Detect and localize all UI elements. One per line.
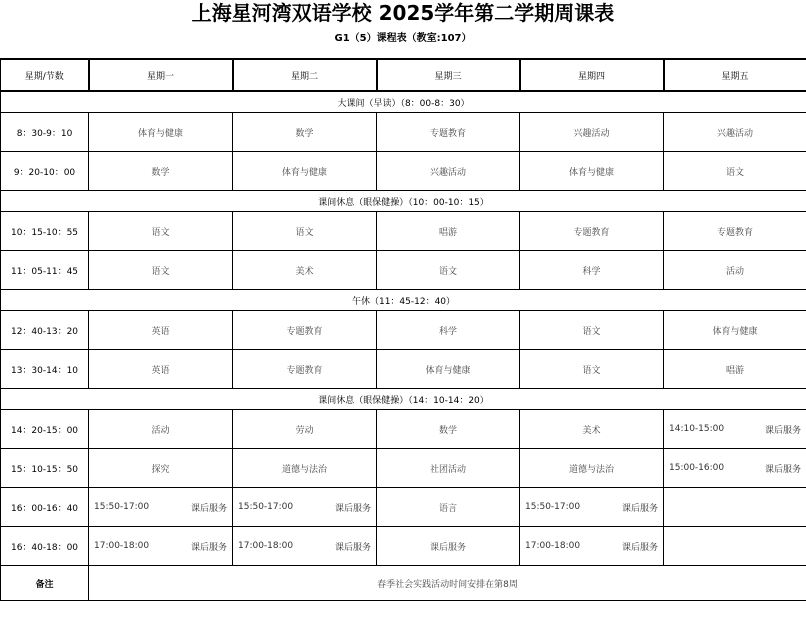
lesson-cell: 英语 — [89, 350, 233, 389]
service-time: 15:00-16:00 — [669, 463, 725, 473]
period-time: 16：00-16：40 — [1, 488, 89, 527]
service-time: 17:00-18:00 — [525, 541, 581, 551]
lesson-cell: 体育与健康 — [520, 152, 664, 191]
service-label: 课后服务 — [764, 425, 801, 436]
lesson-cell: 唱游 — [377, 212, 520, 251]
period-time: 8：30-9：10 — [1, 113, 89, 152]
service-label: 课后服务 — [621, 542, 658, 553]
period-time: 13：30-14：10 — [1, 350, 89, 389]
note-label: 备注 — [1, 566, 89, 601]
service-label: 课后服务 — [190, 542, 227, 553]
after-school-cell — [233, 527, 377, 566]
period-time: 9：20-10：00 — [1, 152, 89, 191]
after-school-cell — [520, 527, 664, 566]
day-header-thursday: 星期四 — [520, 59, 664, 91]
lesson-cell: 美术 — [520, 410, 664, 449]
service-label: 课后服务 — [621, 503, 658, 514]
table-row — [1, 449, 806, 488]
period-time: 16：40-18：00 — [1, 527, 89, 566]
lesson-cell: 道德与法治 — [233, 449, 377, 488]
service-time: 17:00-18:00 — [94, 541, 150, 551]
table-row — [1, 113, 806, 152]
lesson-cell: 语文 — [520, 311, 664, 350]
table-row — [1, 152, 806, 191]
after-school-cell — [664, 449, 806, 488]
lesson-cell: 探究 — [89, 449, 233, 488]
period-time: 15：10-15：50 — [1, 449, 89, 488]
lesson-cell: 英语 — [89, 311, 233, 350]
timetable — [0, 58, 806, 601]
day-header-wednesday: 星期三 — [377, 59, 520, 91]
lesson-cell: 活动 — [664, 251, 806, 290]
after-school-cell — [89, 488, 233, 527]
period-time: 12：40-13：20 — [1, 311, 89, 350]
lesson-cell: 美术 — [233, 251, 377, 290]
break-row — [1, 389, 806, 410]
lesson-cell: 数学 — [233, 113, 377, 152]
break-lunch: 午休（11：45-12：40） — [1, 290, 806, 311]
after-school-cell — [233, 488, 377, 527]
empty-cell — [664, 527, 806, 566]
table-row — [1, 488, 806, 527]
lesson-cell: 体育与健康 — [89, 113, 233, 152]
note-text: 春季社会实践活动时间安排在第8周 — [89, 566, 806, 601]
corner-header: 星期/节数 — [1, 59, 89, 91]
lesson-cell: 体育与健康 — [233, 152, 377, 191]
lesson-cell: 兴趣活动 — [520, 113, 664, 152]
day-header-monday: 星期一 — [89, 59, 233, 91]
after-school-cell — [520, 488, 664, 527]
lesson-cell: 数学 — [89, 152, 233, 191]
lesson-cell: 课后服务 — [377, 527, 520, 566]
lesson-cell: 专题教育 — [520, 212, 664, 251]
after-school-cell — [89, 527, 233, 566]
service-time: 17:00-18:00 — [238, 541, 294, 551]
period-time: 11：05-11：45 — [1, 251, 89, 290]
lesson-cell: 专题教育 — [233, 350, 377, 389]
table-row — [1, 410, 806, 449]
service-time: 15:50-17:00 — [94, 502, 150, 512]
day-header-friday: 星期五 — [664, 59, 806, 91]
service-label: 课后服务 — [190, 503, 227, 514]
empty-cell — [664, 488, 806, 527]
page-title: 上海星河湾双语学校 2025学年第二学期周课表 — [191, 1, 615, 25]
lesson-cell: 科学 — [377, 311, 520, 350]
table-row — [1, 311, 806, 350]
break-row — [1, 290, 806, 311]
lesson-cell: 社团活动 — [377, 449, 520, 488]
lesson-cell: 道德与法治 — [520, 449, 664, 488]
service-label: 课后服务 — [334, 503, 371, 514]
break-mid-morning: 课间休息（眼保健操）（10：00-10：15） — [1, 191, 806, 212]
period-time: 10：15-10：55 — [1, 212, 89, 251]
lesson-cell: 语文 — [89, 251, 233, 290]
lesson-cell: 专题教育 — [377, 113, 520, 152]
lesson-cell: 语文 — [664, 152, 806, 191]
lesson-cell: 数学 — [377, 410, 520, 449]
break-row — [1, 191, 806, 212]
lesson-cell: 语文 — [233, 212, 377, 251]
after-school-cell — [664, 410, 806, 449]
lesson-cell: 语文 — [377, 251, 520, 290]
table-row — [1, 527, 806, 566]
lesson-cell: 语文 — [520, 350, 664, 389]
lesson-cell: 劳动 — [233, 410, 377, 449]
table-row — [1, 350, 806, 389]
lesson-cell: 体育与健康 — [377, 350, 520, 389]
break-afternoon: 课间休息（眼保健操）（14：10-14：20） — [1, 389, 806, 410]
table-row — [1, 251, 806, 290]
header-row — [1, 59, 806, 91]
day-header-tuesday: 星期二 — [233, 59, 377, 91]
break-morning: 大课间（早读）（8：00-8：30） — [1, 91, 806, 113]
service-time: 15:50-17:00 — [525, 502, 581, 512]
lesson-cell: 活动 — [89, 410, 233, 449]
lesson-cell: 体育与健康 — [664, 311, 806, 350]
lesson-cell: 科学 — [520, 251, 664, 290]
table-row — [1, 212, 806, 251]
service-label: 课后服务 — [334, 542, 371, 553]
class-subtitle: G1（5）课程表（教室:107） — [334, 33, 472, 44]
period-time: 14：20-15：00 — [1, 410, 89, 449]
service-time: 14:10-15:00 — [669, 424, 725, 434]
lesson-cell: 唱游 — [664, 350, 806, 389]
lesson-cell: 语言 — [377, 488, 520, 527]
lesson-cell: 专题教育 — [233, 311, 377, 350]
lesson-cell: 兴趣活动 — [377, 152, 520, 191]
lesson-cell: 兴趣活动 — [664, 113, 806, 152]
service-time: 15:50-17:00 — [238, 502, 294, 512]
lesson-cell: 专题教育 — [664, 212, 806, 251]
service-label: 课后服务 — [764, 464, 801, 475]
note-row — [1, 566, 806, 601]
break-row — [1, 91, 806, 113]
lesson-cell: 语文 — [89, 212, 233, 251]
